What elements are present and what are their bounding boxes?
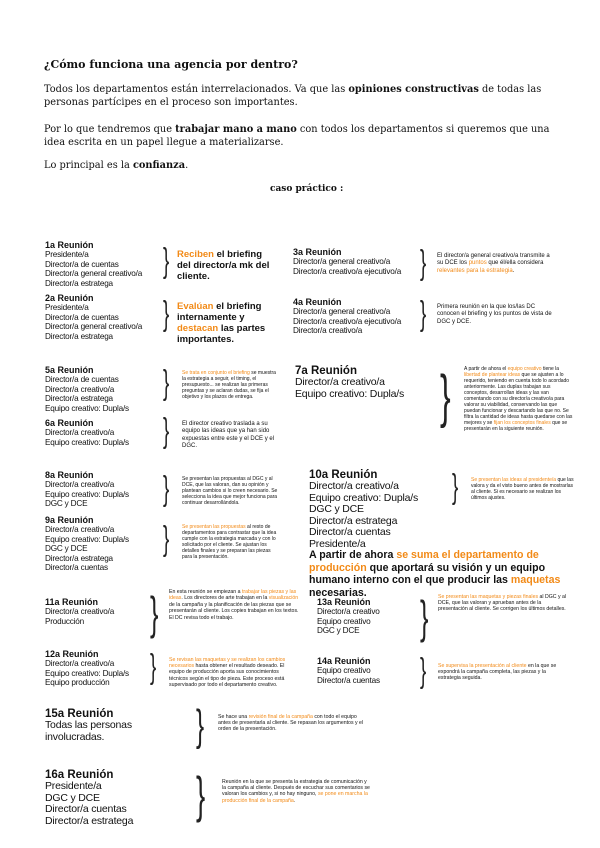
attendee: Equipo creativo: Dupla/s [309, 491, 419, 504]
attendee: Director/a cuentas [45, 803, 127, 815]
attendee: DGC y DCE [309, 503, 364, 515]
meeting-note: A partir de ahora el equipo creativo tiene la libertad de plantear ideas que se ajusten a lo requerido, teniendo en cuenta todo lo acordado anteriormente. Las duplas trabajan sus conceptos, desarrollan ideas y las van comentando con su director/a creativo/a para valorar su viabilidad, conservando las que puedan funcionar y descartando las que no. Se filtra la cantidad de ideas hasta quedarse con las mejores y se fijan los conceptos finales que se presentarán en la siguiente reunión. [464, 366, 573, 432]
meeting-11 [45, 597, 114, 626]
attendee: Director/a de cuentas [45, 375, 119, 384]
production-statement: A partir de ahora se suma el departamento de producción que aportará su visión y un equipo humano interno con el que producir las maquetas necesarias. [309, 549, 561, 599]
case-study-heading: caso práctico : [270, 184, 344, 194]
attendee: DGC y DCE [45, 544, 88, 554]
attendee: Director/a creativo/a [45, 428, 115, 437]
attendee: Director/a estratega [45, 331, 113, 341]
meeting-title: 10a Reunión [309, 469, 378, 481]
attendee: Director/a de cuentas [45, 312, 119, 322]
attendee: Director/a cuentas [317, 675, 380, 685]
attendee: Director/a general creativo/a [45, 269, 143, 279]
meeting-title: 12a Reunión [45, 649, 99, 659]
attendee: Presidente/a [45, 780, 102, 792]
brace-icon: } [420, 244, 427, 282]
meeting-note: Se trata en conjunto el briefing se muestra la estrategia a seguir, el timing, el presupuesto... se realizan las primeras preguntas y se aclaran dudas, se fija el objetivo y los plazos de entrega. [182, 370, 276, 400]
meeting-title: 14a Reunión [317, 656, 371, 666]
attendee: Director/a cuentas [309, 526, 391, 538]
meeting-title: 13a Reunión [317, 597, 371, 607]
meeting-title: 7a Reunión [295, 365, 357, 377]
meeting-note: Se hace una revisión final de la campaña con todo el equipo antes de presentarla al cliente. Se repasan los argumentos y el orden de la presentación. [218, 714, 364, 733]
meeting-title: 11a Reunión [45, 597, 99, 607]
brace-icon: } [150, 587, 159, 639]
brace-icon: } [420, 652, 427, 690]
attendee: Equipo creativo: Dupla/s [45, 403, 129, 413]
attendee: Director/a creativo/a ejecutivo/a [293, 266, 402, 276]
meeting-title: 4a Reunión [293, 297, 342, 307]
meeting-8 [45, 470, 129, 509]
attendee: Presidente/a [45, 250, 89, 259]
meeting-9 [45, 515, 129, 573]
brace-icon: } [163, 242, 170, 280]
attendee: Director/a creativo/a [295, 376, 385, 388]
intro-paragraph-2: Por lo que tendremos que trabajar mano a mano con todos los departamentos si queremos que una idea escrita en un papel llegue a materializarse. [44, 124, 550, 148]
meeting-4 [293, 297, 401, 336]
meeting-note: Primera reunión en la que los/las DC conocen el briefing y los puntos de vista de DGC y DCE. [437, 304, 552, 325]
attendee: Director/a creativo/a [45, 525, 115, 534]
attendee: Equipo creativo: Dupla/s [295, 387, 405, 400]
meeting-title: 1a Reunión [45, 240, 94, 250]
attendee: Equipo creativo [317, 616, 371, 626]
attendee: Equipo creativo [317, 666, 371, 675]
meeting-note: Se revisan las maquetas y se realizan los cambios necesarios hasta obtener el resultado deseado. El equipo de producción aporta sus conocimientos técnicos según el tipo de pieza. Este proceso está supervisado por todo el departamento creativo. [169, 657, 286, 688]
brace-icon: } [420, 295, 427, 333]
attendee: Director/a general creativo/a [45, 322, 143, 332]
meeting-10 [309, 469, 418, 550]
attendee: Director/a de cuentas [45, 259, 119, 269]
attendee: Director/a creativo [317, 607, 380, 616]
attendee: DGC y DCE [45, 499, 88, 509]
meeting-note: Reunión en la que se presenta la estrategia de comunicación y la campaña al cliente. Después de escuchar sus comentarios se valoran los cambios y, si no hay ninguno, se pone en marcha la producción final de la campaña. [222, 779, 370, 804]
meeting-note: Se presentan las propuestas al DGC y al DCE, que las valoran, dan su opinión y plantean cambios si lo creen necesario. Se selecciona la idea que mejor funciona para continuar desarrollándola. [182, 476, 278, 506]
meeting-note: El director creativo traslada a su equipo las ideas que ya han sido expuestas entre este y el DCE y el DGC. [182, 421, 275, 449]
meeting-title: 8a Reunión [45, 470, 94, 480]
attendee: Director/a general creativo/a [293, 307, 391, 316]
meeting-title: 15a Reunión [45, 708, 114, 720]
attendee: Equipo creativo: Dupla/s [45, 437, 129, 447]
meeting-14 [317, 656, 380, 685]
attendee: Director/a creativo/a [309, 480, 399, 492]
brace-icon: } [163, 295, 170, 333]
attendee: Director/a creativo/a [45, 384, 115, 394]
meeting-title: 3a Reunión [293, 247, 342, 257]
meeting-note: Se supervisa la presentación al cliente en la que se expondrá la campaña completa, las piezas y la estrategia seguida. [438, 663, 557, 682]
attendee: Director/a general creativo/a [293, 257, 391, 266]
meeting-title: 16a Reunión [45, 769, 114, 781]
meeting-note: Se presentan las propuestas al resto de departamentos para contrastar que la idea cumple con la estrategia marcada y con lo solicitado por el cliente. Se ajustan los detalles finales y se preparan las piezas para la presentación. [182, 524, 277, 560]
meeting-13 [317, 597, 380, 636]
attendee: DGC y DCE [317, 626, 360, 636]
meeting-title: 5a Reunión [45, 365, 94, 375]
brace-icon: } [150, 648, 157, 686]
meeting-title: 9a Reunión [45, 515, 94, 525]
brace-icon: } [163, 520, 170, 558]
meeting-2 [45, 293, 142, 341]
meeting-5 [45, 365, 129, 413]
meeting-note: Se presentan las ideas al presidente/a que las valora y da el visto bueno antes de mostrarlas al cliente. Si es necesario se realizan los últimos ajustes. [471, 477, 574, 501]
meeting-note: Se presentan las maquetas y piezas finales al DGC y al DCE, que las valoran y aprueban antes de la presentación al cliente. Se corrigen los últimos detalles. [438, 594, 567, 613]
attendee: Director/a estratega [45, 553, 113, 563]
attendee: involucradas. [45, 730, 105, 743]
meeting-12 [45, 649, 129, 688]
attendee: Director/a estratega [45, 394, 113, 404]
attendee: Director/a estratega [45, 814, 134, 827]
meeting-6 [45, 418, 129, 447]
attendee: Equipo creativo: Dupla/s [45, 534, 129, 544]
attendee: DGC y DCE [45, 791, 100, 804]
attendee: Equipo creativo: Dupla/s [45, 489, 129, 499]
meeting-15 [45, 708, 132, 743]
brace-icon: } [196, 767, 206, 823]
brace-icon: } [196, 701, 205, 750]
meeting-note: Evalúan el briefing internamente y destacan las partes importantes. [177, 301, 266, 345]
attendee: Director/a creativo/a [45, 659, 115, 668]
attendee: Presidente/a [309, 537, 366, 550]
brace-icon: } [440, 364, 451, 429]
attendee: Director/a estratega [309, 514, 398, 527]
meeting-note: En esta reunión se empiezan a trabajar las piezas y las ideas. Los directores de arte trabajan en la visualización de la campaña y la planificación de las piezas que se presentarán al cliente. Los copies trabajan en los textos. El DC revisa todo el trabajo. [169, 589, 299, 621]
meeting-7 [295, 365, 404, 400]
attendee: Presidente/a [45, 303, 89, 312]
intro-paragraph-3: Lo principal es la confianza. [44, 160, 189, 171]
meeting-3 [293, 247, 401, 276]
attendee: Director/a creativo/a [293, 326, 363, 336]
attendee: Director/a creativo/a [45, 607, 115, 616]
attendee: Director/a creativo/a ejecutivo/a [293, 316, 402, 326]
brace-icon: } [420, 591, 429, 643]
page-question: ¿Cómo funciona una agencia por dentro? [44, 58, 298, 71]
meeting-title: 6a Reunión [45, 418, 94, 428]
attendee: Producción [45, 616, 84, 626]
attendee: Todas las personas [45, 719, 132, 731]
attendee: Equipo producción [45, 678, 110, 688]
intro-paragraph-1: Todos los departamentos están interrelacionados. Va que las opiniones constructivas de todas las personas partícipes en el proceso son importantes. [44, 84, 542, 108]
brace-icon: } [452, 468, 459, 506]
meeting-16 [45, 769, 133, 827]
brace-icon: } [163, 470, 170, 508]
meeting-title: 2a Reunión [45, 293, 94, 303]
meeting-note: El director/a general creativo/a transmite a su DCE los puntos que él/ella considera relevantes para la estrategia. [437, 253, 550, 274]
meeting-1 [45, 240, 142, 288]
attendee: Director/a cuentas [45, 563, 108, 573]
attendee: Director/a creativo/a [45, 480, 115, 489]
attendee: Director/a estratega [45, 278, 113, 288]
meeting-note: Reciben el briefing del director/a mk del cliente. [177, 249, 270, 282]
brace-icon: } [163, 412, 170, 450]
attendee: Equipo creativo: Dupla/s [45, 668, 129, 678]
brace-icon: } [163, 364, 170, 402]
